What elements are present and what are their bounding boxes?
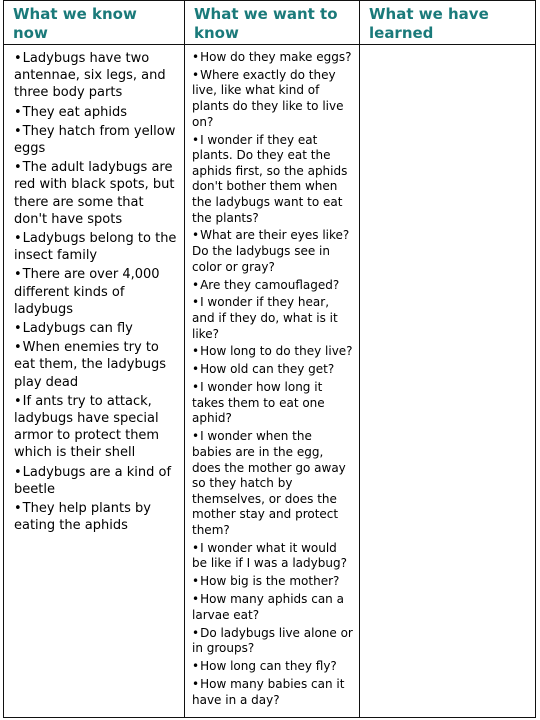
item-text: I wonder when the babies are in the egg, does the mother go away so they hatch by themselves, or does the mother stay and protect them? xyxy=(192,429,346,537)
list-item xyxy=(192,228,355,275)
bullet: • xyxy=(192,132,200,147)
learned-column xyxy=(360,45,535,717)
list-item xyxy=(192,677,355,708)
header-learned: What we have learned xyxy=(360,1,535,45)
item-text: What are their eyes like? Do the ladybugs see in color or gray? xyxy=(192,228,350,274)
bullet: • xyxy=(192,625,200,640)
item-text: They hatch from yellow eggs xyxy=(14,123,176,157)
item-text: How many aphids can a larvae eat? xyxy=(192,592,344,622)
want-column xyxy=(185,45,360,717)
list-item xyxy=(14,123,178,157)
item-text: Ladybugs have two antennae, six legs, and three body parts xyxy=(14,51,166,101)
list-item xyxy=(192,295,355,342)
item-text: Where exactly do they live, like what kind of plants do they like to live on? xyxy=(192,67,344,129)
bullet: • xyxy=(192,295,200,310)
bullet: • xyxy=(192,277,200,292)
list-item xyxy=(192,50,355,66)
item-text: If ants try to attack, ladybugs have special armor to protect them which is their shell xyxy=(14,393,160,461)
item-text: How do they make eggs? xyxy=(200,50,352,64)
list-item xyxy=(192,380,355,427)
header-want: What we want to know xyxy=(185,1,360,45)
list-item xyxy=(14,266,178,318)
list-item xyxy=(192,541,355,572)
bullet: • xyxy=(14,321,22,337)
bullet: • xyxy=(192,67,200,82)
item-text: They eat aphids xyxy=(22,104,127,120)
bullet: • xyxy=(14,160,22,176)
item-text: How many babies can it have in a day? xyxy=(192,677,345,707)
item-text: Ladybugs can fly xyxy=(22,321,133,337)
bullet: • xyxy=(14,393,22,409)
item-text: How long to do they live? xyxy=(200,344,353,359)
list-item xyxy=(192,659,355,675)
kwl-chart xyxy=(3,0,536,718)
bullet: • xyxy=(192,50,200,64)
list-item xyxy=(192,344,355,360)
list-item xyxy=(192,592,355,623)
item-text: How long can they fly? xyxy=(200,659,337,674)
list-item xyxy=(14,104,178,121)
list-item xyxy=(192,626,355,657)
bullet: • xyxy=(192,592,200,607)
item-text: Ladybugs are a kind of beetle xyxy=(14,464,172,497)
item-text: There are over 4,000 different kinds of ladybugs xyxy=(14,267,160,317)
bullet: • xyxy=(192,228,200,243)
item-text: How old can they get? xyxy=(200,362,335,377)
bullet: • xyxy=(14,104,22,120)
list-item xyxy=(14,50,178,102)
bullet: • xyxy=(14,340,22,356)
list-item xyxy=(192,68,355,130)
bullet: • xyxy=(14,501,22,517)
list-item xyxy=(14,159,178,228)
bullet: • xyxy=(14,267,22,283)
header-know: What we know now xyxy=(4,1,185,45)
bullet: • xyxy=(14,123,22,139)
item-text: I wonder if they hear, and if they do, what is it like? xyxy=(192,295,338,341)
list-item xyxy=(14,320,178,337)
item-text: They help plants by eating the aphids xyxy=(14,501,151,534)
item-text: I wonder how long it takes them to eat one aphid? xyxy=(192,380,325,426)
bullet: • xyxy=(192,659,200,674)
list-item xyxy=(192,278,355,294)
item-text: How big is the mother? xyxy=(200,574,340,589)
bullet: • xyxy=(192,677,200,692)
item-text: Ladybugs belong to the insect family xyxy=(14,231,177,264)
list-item xyxy=(14,464,178,498)
bullet: • xyxy=(192,540,200,555)
list-item xyxy=(14,339,178,391)
bullet: • xyxy=(14,51,22,66)
list-item xyxy=(14,230,178,264)
item-text: Do ladybugs live alone or in groups? xyxy=(192,625,353,656)
bullet: • xyxy=(14,231,22,247)
list-item xyxy=(14,393,178,462)
item-text: The adult ladybugs are red with black spots, but there are some that don't have spots xyxy=(14,160,175,227)
list-item xyxy=(14,500,178,534)
list-item xyxy=(192,362,355,378)
item-text: I wonder what it would be like if I was a ladybug? xyxy=(192,540,347,571)
bullet: • xyxy=(192,362,200,377)
know-column xyxy=(4,45,185,717)
item-text: I wonder if they eat plants. Do they eat the aphids first, so the aphids don't bother them when the ladybugs want to eat the plants? xyxy=(192,132,348,225)
bullet: • xyxy=(192,429,200,444)
bullet: • xyxy=(192,574,200,589)
list-item xyxy=(192,429,355,538)
list-item xyxy=(192,133,355,227)
bullet: • xyxy=(14,464,22,480)
item-text: Are they camouflaged? xyxy=(200,277,340,292)
item-text: When enemies try to eat them, the ladybugs play dead xyxy=(14,340,166,390)
list-item xyxy=(192,574,355,590)
bullet: • xyxy=(192,380,200,395)
bullet: • xyxy=(192,344,200,359)
